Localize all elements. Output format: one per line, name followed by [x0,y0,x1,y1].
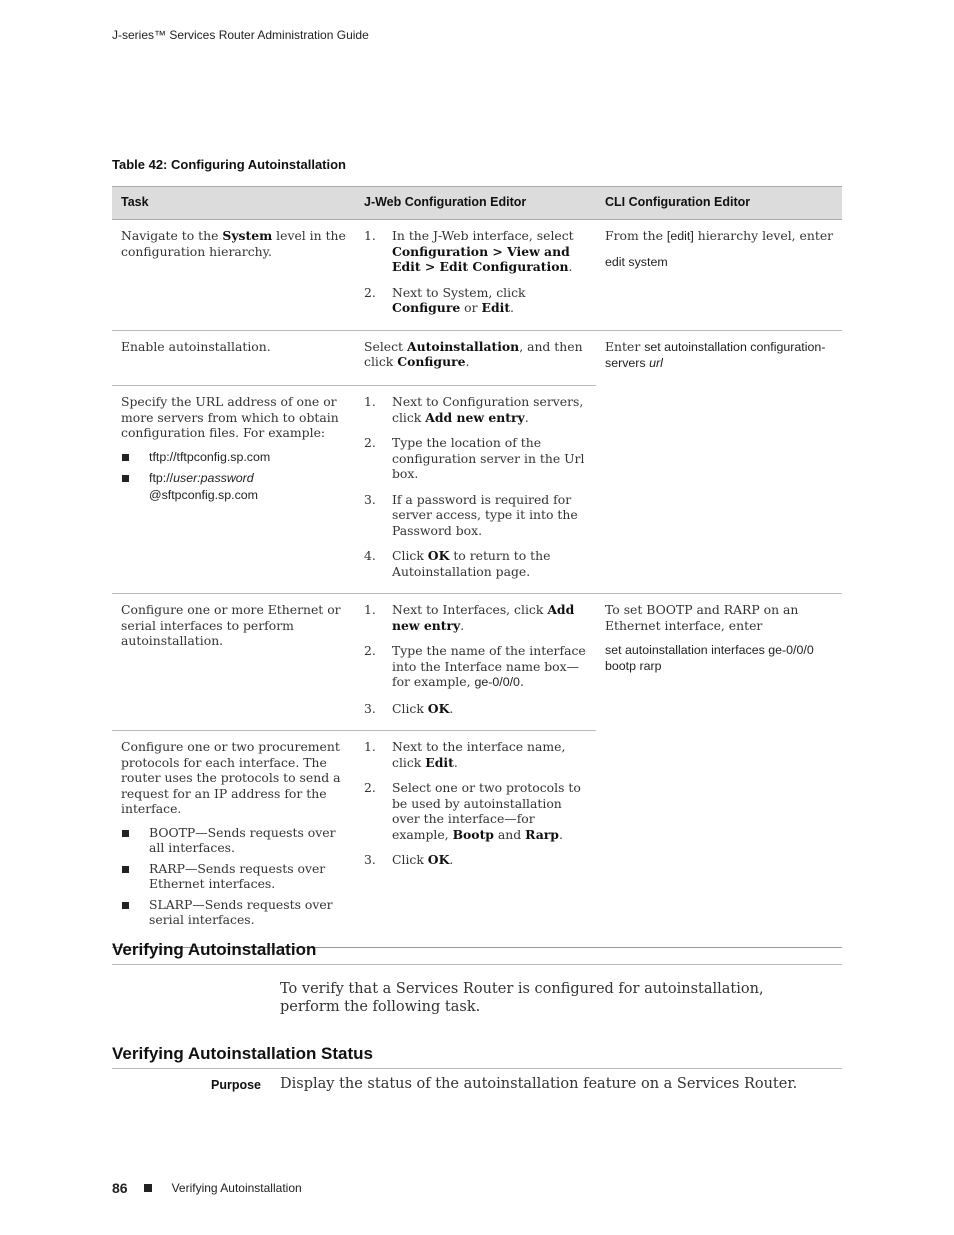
footer-square-icon [144,1184,152,1192]
jweb-cell: Select Autoinstallation, and then click Configure. [355,330,596,386]
cli-command: set autoinstallation interfaces ge-0/0/0 bootp rarp [605,643,814,673]
table-caption: Table 42: Configuring Autoinstallation [112,157,346,172]
step-item: 2. Next to System, click Configure or Edit. [364,284,526,315]
jweb-cell [355,731,596,948]
section-heading-verifying-autoinstallation: Verifying Autoinstallation [112,940,842,965]
step-item: 3. Click OK. [364,852,454,867]
step-item: 2. Select one or two protocols to be used by autoinstallation over the interface—for example, Bootp and Rarp. [364,780,581,842]
task-cell: Configure one or more Ethernet or serial interfaces to perform autoinstallation. [112,594,355,731]
column-header-task: Task [112,187,355,220]
list-item: ftp://user:password @sftpconfig.sp.com [121,470,347,503]
section-heading-verifying-status: Verifying Autoinstallation Status [112,1044,842,1069]
bullet-square-icon [122,866,129,873]
task-cell: Enable autoinstallation. [112,330,355,386]
step-item: 1. Next to the interface name, click Edit. [364,739,566,770]
running-header: J-series™ Services Router Administration Guide [112,28,369,42]
page-footer [112,1180,302,1196]
footer-section-title: Verifying Autoinstallation [171,1181,302,1195]
table-row [112,731,842,948]
bullet-square-icon [122,902,129,909]
step-item: 3. Click OK. [364,700,454,716]
column-header-jweb: J-Web Configuration Editor [355,187,596,220]
jweb-cell [355,594,596,731]
cli-cell: Enter set autoinstallation configuration-servers url [605,338,826,370]
table-row [112,386,842,594]
list-item: SLARP—Sends requests over serial interfaces. [121,897,347,928]
jweb-cell [355,386,596,594]
task-cell: Specify the URL address of one or more servers from which to obtain configuration files. For example: tftp://tftpconfig.sp.com ftp://user:password @sftpconfig.sp.com [112,386,355,594]
table-header-row [112,187,842,220]
list-item: BOOTP—Sends requests over all interfaces. [121,825,347,856]
step-item: 2. Type the location of the configuration server in the Url box. [364,435,585,481]
step-item: 2. Type the name of the interface into the Interface name box—for example, ge-0/0/0. [364,643,586,689]
step-item: 1. Next to Interfaces, click Add new entry. [364,602,575,633]
step-item: 1. Next to Configuration servers, click Add new entry. [364,394,584,425]
table-row [112,330,842,386]
task-cell: Configure one or two procurement protocols for each interface. The router uses the protocols to send a request for an IP address for the interface. BOOTP—Sends requests over all interfaces. RARP—Sends requests over Ethernet interfaces. SLARP—Sends requests over serial interfaces. [112,731,355,948]
list-item: tftp://tftpconfig.sp.com [121,449,347,466]
purpose-text: Display the status of the autoinstallation feature on a Services Router. [280,1076,798,1092]
cli-cell [596,386,842,594]
cli-command: edit system [605,254,668,269]
section-body-text: To verify that a Services Router is configured for autoinstallation, perform the following task. [280,981,764,1015]
bullet-square-icon [122,475,129,482]
cli-cell: From the [edit] hierarchy level, enter edit system [596,220,842,331]
page-number: 86 [112,1180,128,1196]
step-item: 4. Click OK to return to the Autoinstallation page. [364,548,551,579]
cli-cell [596,731,842,948]
task-cell: Navigate to the System level in the configuration hierarchy. [112,220,355,331]
step-item: 3. If a password is required for server access, type it into the Password box. [364,491,578,538]
list-item: RARP—Sends requests over Ethernet interfaces. [121,861,347,892]
table-row [112,594,842,731]
step-item: 1. In the J-Web interface, select Configuration > View and Edit > Edit Configuration. [364,228,574,274]
cli-cell: To set BOOTP and RARP on an Ethernet interface, enter set autoinstallation interfaces ge-0/0/0 bootp rarp [596,594,842,731]
configuration-table [112,186,842,948]
table-row [112,220,842,331]
jweb-cell [355,220,596,331]
purpose-label: Purpose [211,1078,262,1092]
column-header-cli: CLI Configuration Editor [596,187,842,220]
bullet-square-icon [122,454,129,461]
bullet-square-icon [122,830,129,837]
